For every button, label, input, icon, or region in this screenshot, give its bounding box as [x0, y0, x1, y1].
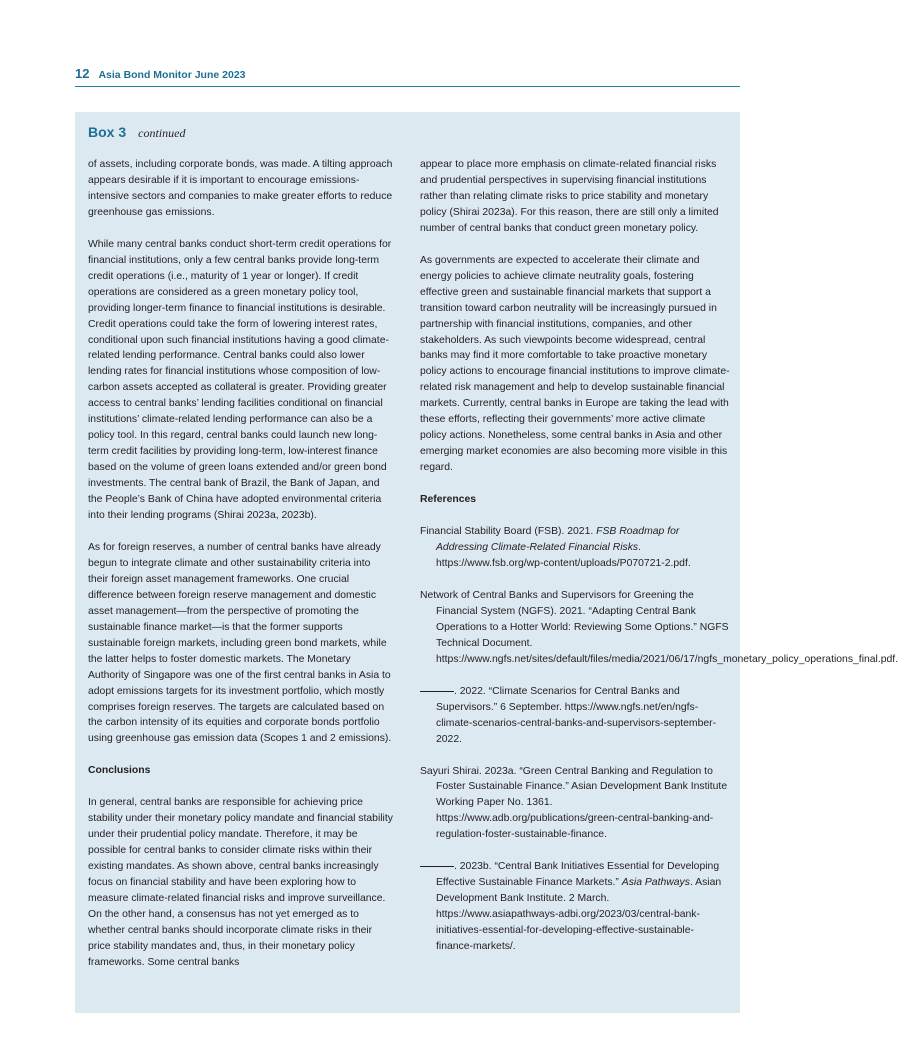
box-panel — [75, 112, 898, 1013]
box-heading — [88, 124, 185, 141]
right-column — [420, 157, 898, 971]
reference-link[interactable]: . Asian Development Bank Institute. 2 March. https://www.asiapathways-adbi.org/2023/03/central-bank-initiatives-essential-for-developing-effective-sustainable-finance-markets/. — [436, 877, 722, 953]
reference-item — [420, 524, 730, 572]
reference-text: . 2023b. “Central Bank Initiatives Essential for Developing Effective Sustainable Finance Markets.” — [436, 861, 720, 889]
paragraph: appear to place more emphasis on climate-related financial risks and prudential perspectives in supervising financial institutions rather than relating climate risks to price stability and monetary policy (Shirai 2023a). For this reason, there are still only a limited number of central banks that conduct green monetary policy. — [420, 159, 719, 234]
repeat-author-dash — [420, 866, 454, 867]
reference-text: Financial Stability Board (FSB). 2021. — [420, 526, 597, 538]
reference-item — [420, 859, 730, 955]
page-number: 12 — [75, 66, 90, 81]
paragraph: As governments are expected to accelerate their climate and energy policies to achieve climate neutrality goals, fostering effective green and sustainable financial markets that support a transition toward carbon neutrality will be increasingly pursued in partnership with financial institutions, companies, and other stakeholders. As such viewpoints become widespread, central banks may find it more comfortable to take proactive monetary policy actions to encourage financial institutions to improve climate-related risk management and help to develop sustainable financial markets. Currently, central banks in Europe are taking the lead with these efforts, reflecting their governments’ more active climate policy actions. Nonetheless, some central banks in Asia and other emerging market economies are also becoming more visible in this regard. — [420, 254, 730, 474]
references-heading: References — [420, 494, 477, 506]
paragraph: As for foreign reserves, a number of central banks have already begun to integrate climate and other sustainability criteria into their foreign asset management frameworks. One crucial difference between foreign reserve management and domestic asset management—from the perspective of promoting the sustainable finance market—is that the former supports sustainable foreign markets, including green bond markets, while the latter helps to foster domestic markets. The Monetary Authority of Singapore was one of the first central banks in Asia to adopt emissions targets for its investment portfolio, which mostly comprises foreign reserves. The targets are calculated based on the carbon intensity of its equities and corporate bonds portfolio using greenhouse gas emission data (Scopes 1 and 2 emissions). — [88, 541, 392, 745]
conclusions-heading: Conclusions — [88, 765, 151, 777]
running-title: Asia Bond Monitor June 2023 — [98, 69, 246, 81]
reference-link[interactable]: . https://www.fsb.org/wp-content/uploads/P070721-2.pdf. — [436, 542, 691, 569]
reference-text: . 2022. “Climate Scenarios for Central Banks and Supervisors.” 6 September. https://www.ngfs.net/en/ngfs-climate-scenarios-central-banks-and-supervisors-september-2022. — [436, 685, 717, 745]
paragraph: of assets, including corporate bonds, was made. A tilting approach appears desirable if it is important to encourage emissions-intensive sectors and companies to make greater efforts to reduce greenhouse gas emissions. — [88, 159, 393, 218]
repeat-author-dash — [420, 691, 454, 692]
reference-title: Asia Pathways — [621, 877, 690, 889]
reference-item: Sayuri Shirai. 2023a. “Green Central Banking and Regulation to Foster Sustainable Finance.” Asian Development Bank Institute Working Paper No. 1361. https://www.adb.org/publications/green-central-banking-and-regulation-foster-sustainable-finance. — [420, 765, 728, 841]
paragraph: In general, central banks are responsible for achieving price stability under their monetary policy mandate and financial stability under their prudential policy mandate. Therefore, it may be possible for central banks to consider climate risks within their existing mandates. As shown above, central banks increasingly focus on financial stability and have been exploring how to measure climate-related financial risks and improve surveillance. On the other hand, a consensus has not yet emerged as to whether central banks should incorporate climate risks in their price stability mandates and, thus, in their monetary policy frameworks. Some central banks — [88, 797, 393, 968]
page-header — [75, 66, 740, 87]
box-continued-label: continued — [138, 126, 186, 140]
reference-title: FSB Roadmap for Addressing Climate-Related Financial Risks — [436, 526, 680, 554]
left-column — [88, 157, 393, 987]
paragraph: While many central banks conduct short-term credit operations for financial institutions, only a few central banks provide long-term credit operations (i.e., maturity of 1 year or longer). If credit operations are considered as a green monetary policy tool, providing longer-term finance to financial institutions is desirable. Credit operations could take the form of lowering interest rates, conditional upon such financial institutions having a good climate-related lending performance. Central banks could also lower lending rates for financial institutions whose composition of low-carbon assets accepted as collateral is greater. Providing greater access to central banks’ lending facilities conditional on financial institutions’ climate-related lending performance can also be a policy tool. In this regard, central banks could launch new long-term credit facilities by providing long-term, low-interest finance based on the volume of green loans extended and/or green bond investments. The central bank of Brazil, the Bank of Japan, and the People’s Bank of China have adopted environmental criteria into their lending programs (Shirai 2023a, 2023b). — [88, 238, 392, 522]
box-label: Box 3 — [88, 124, 127, 140]
reference-item: Network of Central Banks and Supervisors for Greening the Financial System (NGFS). 2021. “Adapting Central Bank Operations to a Hotter World: Reviewing Some Options.” NGFS Technical Document. https://www.ngfs.net/sites/default/files/media/2021/06/17/ngfs_monetary_policy_operations_final.pdf. — [420, 589, 898, 665]
reference-item — [420, 684, 730, 748]
